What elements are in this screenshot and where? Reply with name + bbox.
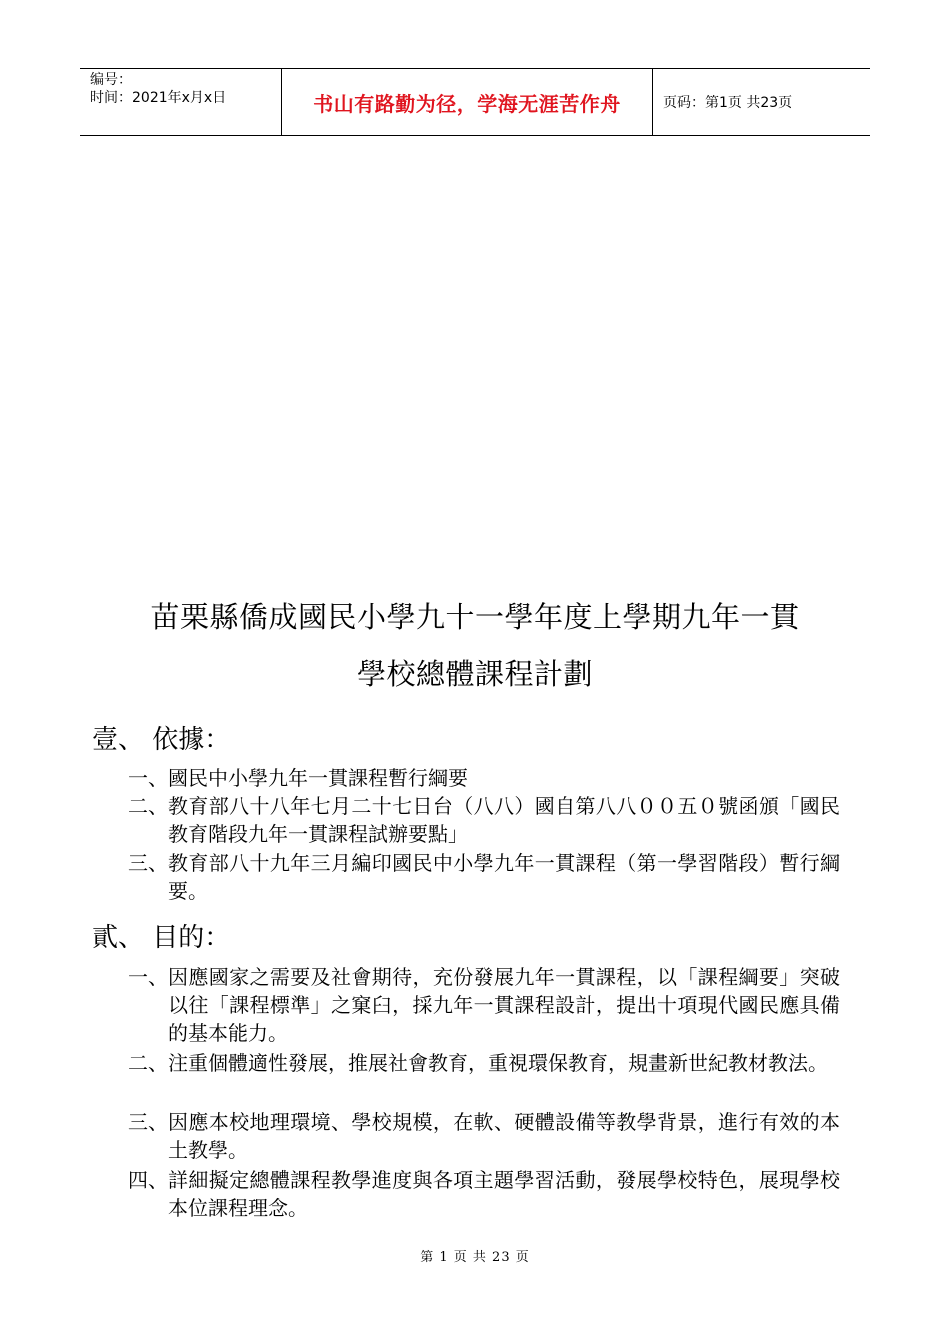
list-item-number: 二、 [128, 1051, 168, 1075]
list-item [128, 792, 840, 848]
header-motto: 书山有路勤为径，学海无涯苦作舟 [313, 91, 621, 116]
header-motto-cell [282, 69, 653, 135]
list-item-number: 一、 [128, 766, 168, 790]
list-item [128, 1108, 840, 1164]
list-item [128, 963, 840, 1047]
document-title-line-1: 苗栗縣僑成國民小學九十一學年度上學期九年一貫 [150, 600, 800, 634]
list-item-number: 三、 [128, 851, 168, 875]
list-item-number: 三、 [128, 1110, 168, 1134]
list-item [128, 849, 840, 905]
list-item-text: 因應國家之需要及社會期待，充份發展九年一貫課程，以「課程綱要」突破以往「課程標準」之窠臼，採九年一貫課程設計，提出十項現代國民應具備的基本能力。 [168, 965, 840, 1045]
list-item-text: 教育部八十八年七月二十七日台（八八）國自第八八００五０號函頒「國民教育階段九年一貫課程試辦要點」 [168, 794, 840, 846]
document-title-line-2: 學校總體課程計劃 [356, 657, 593, 691]
list-item-text: 注重個體適性發展，推展社會教育，重視環保教育，規畫新世紀教材教法。 [168, 1051, 828, 1075]
page-footer: 第 1 页 共 23 页 [420, 1250, 530, 1265]
list-item-number: 四、 [128, 1168, 168, 1192]
section-heading-purpose: 貳、 目的： [92, 923, 231, 953]
list-item-number: 二、 [128, 794, 168, 818]
list-item-text: 詳細擬定總體課程教學進度與各項主題學習活動，發展學校特色，展現學校本位課程理念。 [168, 1168, 840, 1220]
list-item-text: 國民中小學九年一貫課程暫行綱要 [168, 766, 468, 790]
document-number-label: 编号： [90, 72, 132, 88]
list-item-number: 一、 [128, 965, 168, 989]
list-item-text: 教育部八十九年三月編印國民中小學九年一貫課程（第一學習階段）暫行綱要。 [168, 851, 840, 903]
list-item [128, 1049, 840, 1077]
header-table [80, 68, 870, 136]
list-item [128, 1166, 840, 1222]
header-page-label: 页码：第1页 共23页 [663, 95, 793, 111]
list-item-text: 因應本校地理環境、學校規模，在軟、硬體設備等教學背景，進行有效的本土教學。 [168, 1110, 840, 1162]
section-heading-basis: 壹、 依據： [92, 725, 231, 755]
document-time-label: 时间：2021年x月x日 [90, 90, 227, 106]
list-item [128, 764, 840, 792]
header-page-cell [653, 69, 870, 135]
header-info-cell [80, 69, 282, 135]
